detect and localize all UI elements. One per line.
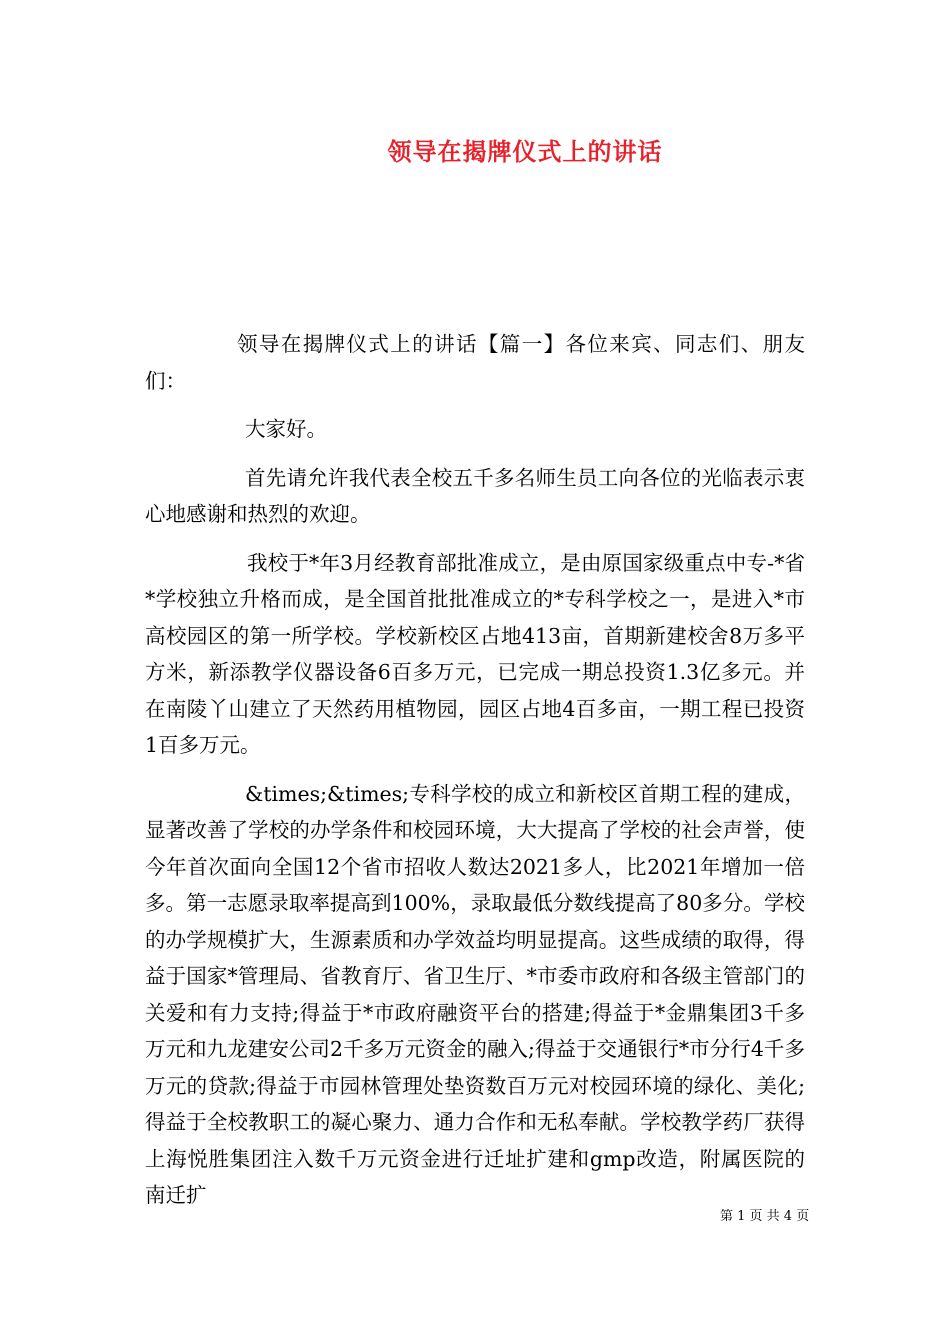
paragraph-heading: 领导在揭牌仪式上的讲话【篇一】各位来宾、同志们、朋友们：: [145, 332, 805, 393]
paragraph-achievements: &times;&times;专科学校的成立和新校区首期工程的建成，显著改善了学校的办学条件和校园环境，大大提高了学校的社会声誉，使今年首次面向全国12个省市招收人数达2021多人，比2021年增加一倍多。第一志愿录取率提高到100%，录取最低分数线提高了80多分。学校的办学规模扩大，生源素质和办学效益均明显提高。这些成绩的取得，得益于国家*管理局、省教育厅、省卫生厅、*市委市政府和各级主管部门的关爱和有力支持;得益于*市政府融资平台的搭建;得益于*金鼎集团3千多万元和九龙建安公司2千多万元资金的融入;得益于交通银行*市分行4千多万元的贷款;得益于市园林管理处垫资数百万元对校园环境的绿化、美化;得益于全校教职工的凝心聚力、通力合作和无私奉献。学校教学药厂获得上海悦胜集团注入数千万元资金进行迁址扩建和gmp改造，附属医院的南迁扩: [145, 781, 805, 1207]
paragraph-introduction: 我校于*年3月经教育部批准成立，是由原国家级重点中专-*省*学校独立升格而成，是全国首批批准成立的*专科学校之一，是进入*市高校园区的第一所学校。学校新校区占地413亩，首期新建校舍8万多平方米，新添教学仪器设备6百多万元，已完成一期总投资1.3亿多元。并在南陵丫山建立了天然药用植物园，园区占地4百多亩，一期工程已投资1百多万元。: [145, 550, 805, 757]
paragraph-thanks: 首先请允许我代表全校五千多名师生员工向各位的光临表示衷心地感谢和热烈的欢迎。: [145, 465, 805, 526]
document-body: [145, 326, 805, 1214]
paragraph-greeting: 大家好。: [245, 417, 327, 441]
document-title: 领导在揭牌仪式上的讲话: [387, 137, 663, 166]
page-footer: 第 1 页 共 4 页: [720, 1209, 810, 1224]
